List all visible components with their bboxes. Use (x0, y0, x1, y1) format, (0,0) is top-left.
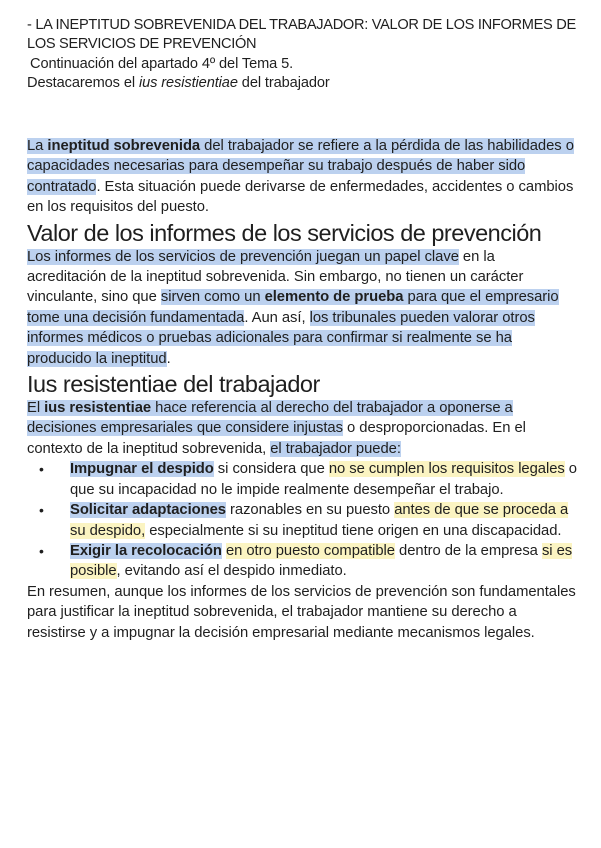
list-item (27, 459, 577, 500)
ius-text-d: o desproporcionadas. En el contexto de la ineptitud sobrevenida, (27, 420, 526, 457)
informes-text-c: sirven como un (160, 289, 265, 306)
list-item (27, 500, 577, 541)
list-item-term: Impugnar el despido (70, 461, 214, 478)
focus-note-post: del trabajador (237, 75, 330, 91)
document-title: - LA INEPTITUD SOBREVENIDA DEL TRABAJADOR: VALOR DE LOS INFORMES DE LOS SERVICIOS DE PREVENCIÓN (27, 17, 576, 52)
section-heading-ius: Ius resistentiae del trabajador (27, 371, 320, 398)
informes-text-b: en la acreditación de la ineptitud sobrevenida. Sin embargo, no tienen un carácter vinculante, sino que (27, 248, 524, 306)
intro-text-d: . Esta situación puede derivarse de enfermedades, accidentes o cambios en los requisitos del puesto. (27, 178, 574, 216)
focus-note (27, 74, 577, 93)
informes-text-e: para que el empresario tome una decisión fundamentada (27, 289, 559, 326)
intro-text-c: del trabajador se refiere a la pérdida de las habilidades o capacidades necesarias para desempeñar su trabajo después de haber sido contratado (27, 138, 574, 195)
ius-paragraph (27, 398, 577, 459)
rights-list (27, 459, 577, 581)
list-item-text: razonables en su puesto (225, 502, 395, 519)
ius-highlight-e: el trabajador puede: (270, 440, 401, 457)
informes-highlight-a: Los informes de los servicios de prevención juegan un papel clave (27, 248, 459, 265)
intro-text-a: La (27, 138, 48, 154)
list-item (27, 541, 577, 582)
bullet-icon: • (39, 542, 44, 559)
intro-term: ineptitud sobrevenida (47, 138, 201, 154)
continuation-note: Continuación del apartado 4º del Tema 5. (30, 56, 294, 72)
list-item-text: dentro de la empresa (394, 542, 542, 559)
ius-text-a: El (27, 400, 45, 417)
list-item-text: o que su incapacidad no le impide realmente desempeñar el trabajo. (70, 461, 577, 498)
informes-highlight-g: los tribunales pueden valorar otros informes médicos o pruebas adicionales para confirmar si realmente se ha producido la ineptitud (27, 309, 535, 367)
focus-note-emphasis: ius resistientiae (138, 75, 238, 91)
list-item-highlight: si es posible (70, 542, 573, 580)
bullet-icon: • (39, 502, 44, 519)
informes-paragraph (27, 247, 577, 369)
intro-paragraph (27, 136, 577, 218)
ius-term: ius resistentiae (44, 400, 152, 417)
list-item-text: , evitando así el despido inmediato. (116, 563, 347, 580)
list-item-highlight: antes de que se proceda a su despido, (70, 502, 569, 539)
conclusion-paragraph: En resumen, aunque los informes de los servicios de prevención son fundamentales para justificar la ineptitud sobrevenida, el trabajador mantiene su derecho a resistirse y a impugnar la decisión empresarial mediante mecanismos legales. (27, 583, 576, 641)
informes-term: elemento de prueba (264, 289, 404, 306)
list-item-text: especialmente si su ineptitud tiene origen en una discapacidad. (145, 522, 562, 539)
list-item-text: si considera que (213, 461, 329, 478)
list-item-highlight: no se cumplen los requisitos legales (328, 461, 565, 478)
list-item-term: Exigir la recolocación (70, 542, 222, 559)
bullet-icon: • (39, 461, 44, 478)
informes-text-f: . Aun así, (244, 309, 310, 326)
focus-note-pre: Destacaremos el (27, 75, 139, 91)
informes-text-h: . (166, 350, 171, 367)
list-item-term: Solicitar adaptaciones (70, 502, 226, 519)
section-heading-informes: Valor de los informes de los servicios de prevención (27, 219, 542, 246)
ius-text-c: hace referencia al derecho del trabajador a oponerse a decisiones empresariales que considere injustas (27, 400, 513, 437)
list-item-highlight: en otro puesto compatible (225, 542, 395, 559)
